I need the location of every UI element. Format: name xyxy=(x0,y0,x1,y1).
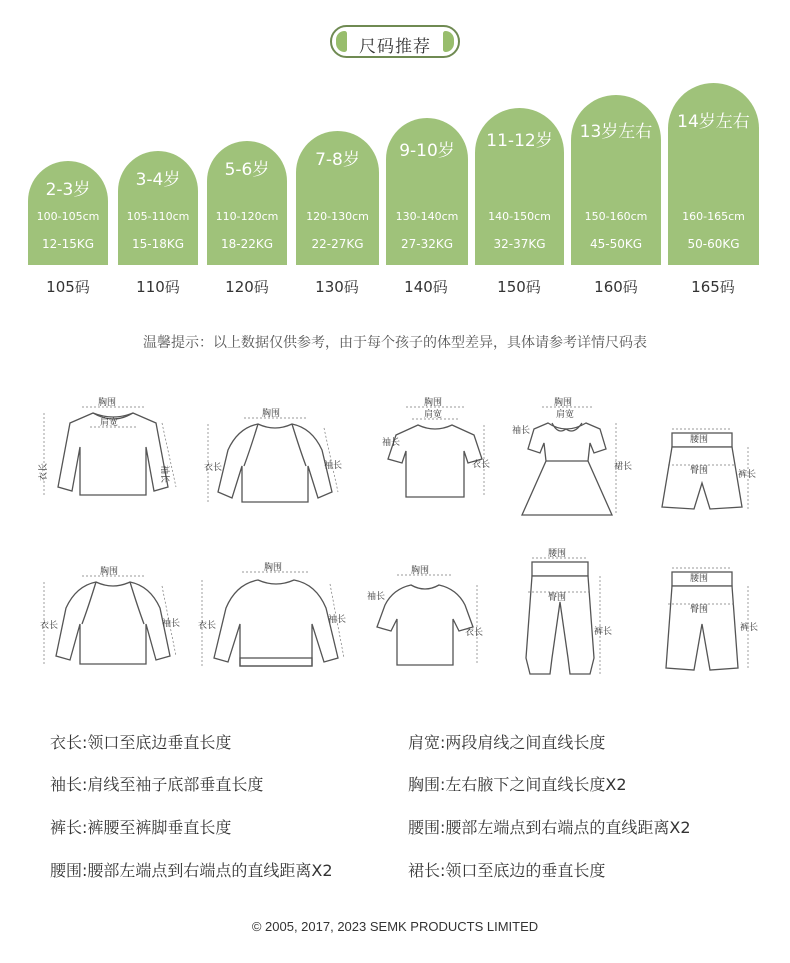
size-height: 120-130cm xyxy=(306,210,369,223)
chest-label: 胸围 xyxy=(262,409,281,419)
chest-label: 胸围 xyxy=(554,398,573,408)
length-label: 衣长 xyxy=(39,462,49,481)
legend-chest: 胸围:左右腋下之间直线长度X2 xyxy=(408,775,627,794)
size-code: 105码 xyxy=(46,278,90,296)
shoulder-label: 肩宽 xyxy=(556,410,575,420)
size-code: 165码 xyxy=(691,278,735,296)
hip-label: 臀围 xyxy=(690,605,709,615)
shoulder-label: 肩宽 xyxy=(100,418,119,428)
size-height: 105-110cm xyxy=(126,210,190,223)
length-label: 衣长 xyxy=(465,628,484,638)
shorts-2-diagram xyxy=(650,564,760,679)
size-card xyxy=(296,131,379,265)
chest-label: 胸围 xyxy=(98,398,117,408)
size-weight: 12-15KG xyxy=(41,237,95,251)
shoulder-label: 肩宽 xyxy=(424,410,443,420)
size-weight: 32-37KG xyxy=(493,237,546,251)
raglan-sweater-2-diagram xyxy=(38,568,188,673)
sleeve-label: 袖长 xyxy=(328,615,347,625)
size-note: 温馨提示：以上数据仅供参考，由于每个孩子的体型差异，具体请参考详情尺码表 xyxy=(143,335,647,351)
chest-label: 胸围 xyxy=(411,566,430,576)
size-card xyxy=(28,161,108,265)
size-card xyxy=(475,108,564,265)
ribbed-sweater-diagram xyxy=(196,562,356,677)
section-title-pill xyxy=(330,25,460,58)
size-age: 3-4岁 xyxy=(135,170,181,190)
size-weight: 22-27KG xyxy=(311,237,364,251)
hip-label: 臀围 xyxy=(548,593,567,603)
size-code: 110码 xyxy=(136,278,180,296)
length-label: 衣长 xyxy=(40,621,59,631)
size-age: 2-3岁 xyxy=(45,180,91,200)
size-weight: 50-60KG xyxy=(687,237,740,251)
size-height: 160-165cm xyxy=(682,210,745,223)
legend-waist-2: 腰围:腰部左端点到右端点的直线距离X2 xyxy=(408,818,691,837)
shorts-diagram xyxy=(650,425,760,515)
sleeve-label: 袖长 xyxy=(512,426,531,436)
hip-label: 臀围 xyxy=(690,466,709,476)
size-weight: 15-18KG xyxy=(131,237,185,251)
size-card xyxy=(118,151,198,265)
size-age: 13岁左右 xyxy=(579,122,653,142)
size-age: 5-6岁 xyxy=(224,160,270,180)
size-card xyxy=(386,118,468,265)
size-height: 140-150cm xyxy=(488,210,551,223)
raglan-sweater-diagram xyxy=(200,410,350,510)
size-code: 130码 xyxy=(315,278,359,296)
size-card xyxy=(668,83,759,265)
size-height: 110-120cm xyxy=(215,210,279,223)
sweater-diagram xyxy=(38,395,188,505)
chest-label: 胸围 xyxy=(264,563,283,573)
pants-label: 裤长 xyxy=(738,470,757,480)
size-code: 140码 xyxy=(404,278,448,296)
size-height: 100-105cm xyxy=(36,210,100,223)
waist-label: 腰围 xyxy=(690,435,709,445)
length-label: 衣长 xyxy=(204,463,223,473)
size-code: 150码 xyxy=(497,278,541,296)
length-label: 衣长 xyxy=(472,460,491,470)
pants-label: 裤长 xyxy=(594,627,613,637)
size-age: 14岁左右 xyxy=(677,112,750,132)
tshirt-diagram xyxy=(380,395,490,505)
chest-label: 胸围 xyxy=(424,398,443,408)
legend-shoulder: 肩宽:两段肩线之间直线长度 xyxy=(408,733,606,752)
pants-label: 裤长 xyxy=(740,623,759,633)
size-card xyxy=(571,95,661,265)
size-height: 150-160cm xyxy=(584,210,648,223)
sleeve-label: 袖长 xyxy=(367,592,386,602)
size-weight: 45-50KG xyxy=(589,237,643,251)
sleeve-label: 袖长 xyxy=(162,619,181,629)
legend-waist: 腰围:腰部左端点到右端点的直线距离X2 xyxy=(50,861,333,880)
size-height: 130-140cm xyxy=(395,210,459,223)
legend-length: 衣长:领口至底边垂直长度 xyxy=(50,733,232,752)
size-age: 9-10岁 xyxy=(399,141,455,161)
size-code: 120码 xyxy=(225,278,269,296)
sleeve-label: 袖长 xyxy=(159,465,169,484)
size-age: 11-12岁 xyxy=(486,131,553,151)
size-card xyxy=(207,141,287,265)
dress-diagram xyxy=(508,395,633,530)
legend-skirt: 裙长:领口至底边的垂直长度 xyxy=(408,861,606,880)
waist-label: 腰围 xyxy=(690,574,709,584)
jogger-pants-diagram xyxy=(512,548,612,683)
copyright-footer: © 2005, 2017, 2023 SEMK PRODUCTS LIMITED xyxy=(251,919,539,934)
legend-sleeve: 袖长:肩线至袖子底部垂直长度 xyxy=(50,775,264,794)
size-weight: 18-22KG xyxy=(220,237,274,251)
size-age: 7-8岁 xyxy=(315,150,360,170)
waist-label: 腰围 xyxy=(548,549,567,559)
skirt-label: 裙长 xyxy=(614,462,633,472)
sleeve-label: 袖长 xyxy=(324,461,343,471)
chest-label: 胸围 xyxy=(100,567,119,577)
raglan-tee-diagram xyxy=(365,565,485,675)
size-code: 160码 xyxy=(594,278,638,296)
length-label: 衣长 xyxy=(198,621,217,631)
sleeve-label: 袖长 xyxy=(382,438,401,448)
size-weight: 27-32KG xyxy=(400,237,454,251)
section-title: 尺码推荐 xyxy=(359,37,431,57)
legend-pants: 裤长:裤腰至裤脚垂直长度 xyxy=(50,818,232,837)
